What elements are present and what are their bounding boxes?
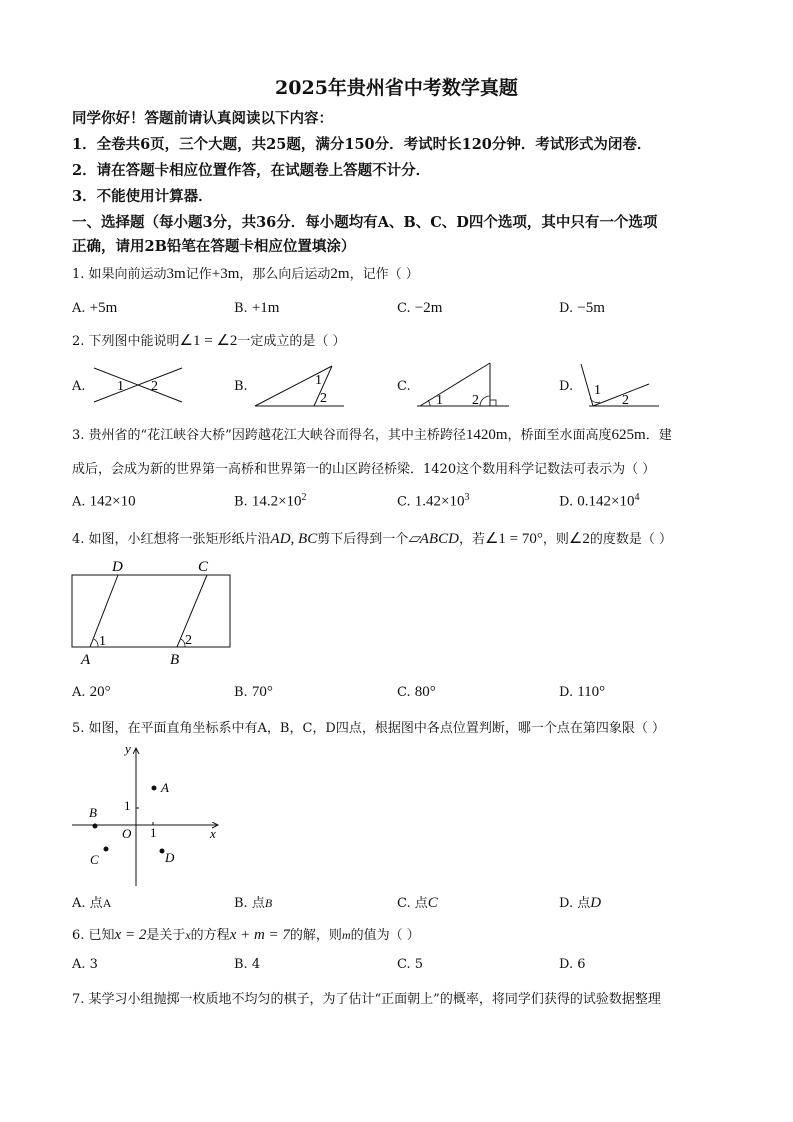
question-6-stem: 6. 已知x = 2是关于x的方程x + m = 7的解，则m的值为（ ） — [72, 927, 420, 943]
question-5-option-b: B. 点B — [234, 896, 273, 911]
point-d — [160, 849, 165, 854]
point-c — [104, 847, 109, 852]
question-5-option-d: D. 点D — [559, 895, 602, 911]
point-b-label: B — [89, 805, 97, 820]
question-3-option-a: A. 142×10 — [72, 493, 136, 510]
question-6-option-a: A. 3 — [72, 957, 98, 972]
question-2-option-a: A. — [72, 379, 86, 394]
q2-figure-c — [414, 360, 514, 408]
question-7-stem: 7. 某学习小组抛掷一枚质地不均匀的棋子，为了估计“正面朝上”的概率，将同学们获得的试验数据整理 — [72, 992, 661, 1007]
instruction-item: 3．不能使用计算器． — [72, 188, 213, 205]
point-c-label: C — [198, 559, 209, 575]
question-2-option-b: B. — [234, 379, 248, 394]
angle-2-label: 2 — [472, 393, 479, 408]
question-4-option-d: D. 110° — [559, 684, 606, 700]
angle-2-label: 2 — [622, 393, 629, 408]
point-a-label: A — [81, 652, 91, 668]
question-5-option-c: C. 点C — [397, 895, 438, 911]
section-heading: 一、选择题（每小题3分，共36分．每小题均有A、B、C、D四个选项，其中只有一个选项 — [72, 214, 658, 231]
question-2-option-c: C. — [397, 379, 411, 394]
question-4-option-b: B. 70° — [234, 684, 273, 700]
question-6-option-c: C. 5 — [397, 957, 424, 972]
x-axis-label: x — [210, 826, 216, 841]
point-a — [152, 786, 157, 791]
section-heading: 正确，请用2B铅笔在答题卡相应位置填涂） — [72, 238, 356, 255]
question-3-option-b: B. $14.2\times 10^2$ — [234, 492, 307, 510]
question-4-option-a: A. 20° — [72, 684, 111, 700]
angle-1-label: 1 — [594, 383, 601, 398]
y-tick-1: 1 — [124, 798, 131, 813]
instructions-intro: 同学你好！答题前请认真阅读以下内容： — [72, 110, 333, 127]
angle-1-label: 1 — [117, 379, 124, 394]
angle-1-label: 1 — [436, 393, 443, 408]
question-3-stem: 3. 贵州省的“花江峡谷大桥”因跨越花江大峡谷而得名，其中主桥跨径1420m，桥面至水面高度625m．建 — [72, 427, 672, 443]
origin-label: O — [122, 826, 132, 841]
q5-coordinate-figure — [70, 738, 230, 888]
x-tick-1: 1 — [150, 825, 157, 840]
q2-figure-a — [90, 362, 190, 408]
question-1-option-b: B. +1m — [234, 300, 280, 316]
point-c-label: C — [90, 852, 99, 867]
y-axis-label: y — [125, 741, 131, 756]
question-1-stem: 1. 如果向前运动3m记作+3m，那么向后运动2m，记作（ ） — [72, 266, 419, 282]
angle-1-label: 1 — [315, 373, 322, 388]
angle-2-label: 2 — [185, 633, 192, 648]
question-5-stem: 5. 如图，在平面直角坐标系中有A，B，C，D四点，根据图中各点位置判断，哪一个点在第四象限（ ） — [72, 721, 665, 736]
q4-figure — [68, 558, 238, 668]
question-2-option-d: D. — [559, 379, 574, 394]
point-d-label: D — [165, 850, 175, 865]
instruction-item: 1．全卷共6页，三个大题，共25题，满分150分．考试时长120分钟．考试形式为闭卷． — [72, 136, 652, 153]
question-4-option-c: C. 80° — [397, 684, 436, 700]
question-3-option-d: D. $0.142\times 10^4$ — [559, 492, 640, 510]
angle-2-label: 2 — [151, 379, 158, 394]
question-2-stem: 2. 下列图中能说明∠1 = ∠2一定成立的是（ ） — [72, 333, 346, 349]
question-6-option-d: D. 6 — [559, 957, 586, 972]
question-1-option-d: D. −5m — [559, 300, 605, 316]
question-1-option-a: A. +5m — [72, 300, 118, 316]
question-3-stem-line2: 成后，会成为新的世界第一高桥和世界第一的山区跨径桥梁．1420这个数用科学记数法可表示为（ ） — [72, 462, 656, 477]
point-b-label: B — [170, 652, 180, 668]
angle-2-label: 2 — [320, 391, 327, 406]
question-3-option-c: C. $1.42\times 10^3$ — [397, 492, 470, 510]
angle-1-label: 1 — [99, 634, 106, 649]
q2-figure-d — [575, 360, 665, 408]
point-a-label: A — [161, 780, 169, 795]
point-d-label: D — [112, 559, 123, 575]
point-b — [93, 824, 98, 829]
instruction-item: 2．请在答题卡相应位置作答，在试题卷上答题不计分． — [72, 162, 431, 179]
question-5-option-a: A. 点A — [72, 896, 112, 911]
q2-figure-b — [252, 362, 352, 408]
question-6-option-b: B. 4 — [234, 957, 261, 972]
page-title: 2025年贵州省中考数学真题 — [275, 77, 518, 99]
question-1-option-c: C. −2m — [397, 300, 443, 316]
question-4-stem: 4. 如图，小红想将一张矩形纸片沿AD, BC剪下后得到一个▱ABCD，若∠1 = 70°，则∠2的度数是（ ） — [72, 531, 672, 547]
